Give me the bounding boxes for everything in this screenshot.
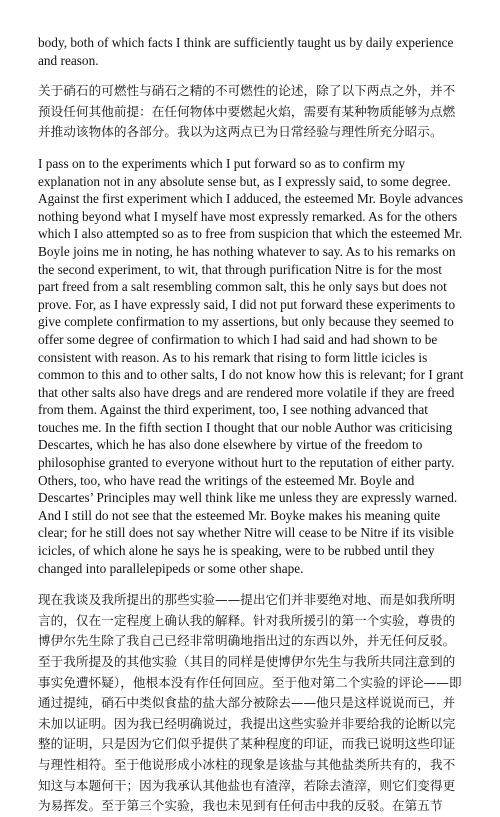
english-paragraph-1: body, both of which facts I think are sufficiently taught us by daily experience and reason. — [38, 35, 454, 68]
document-page — [38, 34, 464, 817]
chinese-paragraph-1: 关于硝石的可燃性与硝石之精的不可燃性的论述，除了以下两点之外，并不预设任何其他前提：在任何物体中要燃起火焰，需要有某种物质能够为点燃并推动该物体的各部分。我以为这两点已为日常经验与理性所充分昭示。 — [38, 83, 456, 140]
english-paragraph-2: I pass on to the experiments which I put forward so as to confirm my explanation not in any absolute sense but, as I expressly said, to some degree. Against the first experiment which I adduced, the esteemed Mr. Boyle advances nothing beyond what I myself have most expressly remarked. As for the others which I also attempted so as to free from suspicion that which the esteemed Mr. Boyle joins me in noting, he has nothing whatever to say. As to his remarks on the second experiment, to wit, that through purification Nitre is for the most part freed from a salt resembling common salt, this he only says but does not prove. For, as I have expressly said, I did not put forward these experiments to give complete confirmation to my assertions, but only because they seemed to offer some degree of confirmation to which I had said and had shown to be consistent with reason. As to his remark that rising to form little icicles is common to this and to other salts, I do not know how this is relevant; for I grant that other salts also have dregs and are rendered more volatile if they are freed from them. Against the third experiment, too, I see nothing advanced that touches me. In the fifth section I thought that our noble Author was criticising Descartes, which he has also done elsewhere by virtue of the freedom to philosophise granted to everyone without hurt to the reputation of either party. Others, too, who have read the writings of the esteemed Mr. Boyle and Descartes’ Principles may well think like me unless they are expressly warned. And I still do not see that the esteemed Mr. Boyke makes his meaning quite clear; for he still does not say whether Nitre will cease to be Nitre if its visible icicles, of which alone he says he is speaking, were to be rubbed until they changed into parallelepipeds or some other shape. — [38, 155, 464, 576]
chinese-paragraph-2: 现在我谈及我所提出的那些实验——提出它们并非要绝对地、而是如我所明言的，仅在一定程度上确认我的解释。针对我所援引的第一个实验，尊贵的博伊尔先生除了我自己已经非常明确地指出过的东西以外，并无任何反驳。至于我所提及的其他实验（其目的同样是使博伊尔先生与我所共同注意到的事实免遭怀疑），他根本没有作任何回应。至于他对第二个实验的评论——即通过提纯，硝石中类似食盐的盐大部分被除去——他只是这样说说而已，并未加以证明。因为我已经明确说过，我提出这些实验并非要给我的论断以完整的证明，只是因为它们似乎提供了某种程度的印证，而我已说明这些印证与理性相符。至于他说形成小冰柱的现象是该盐与其他盐类所共有的，我不知这与本题何干；因为我承认其他盐也有渣滓，若除去渣滓，则它们变得更为易挥发。至于第三个实验，我也未见到有任何击中我的反驳。在第五节 — [38, 592, 462, 814]
